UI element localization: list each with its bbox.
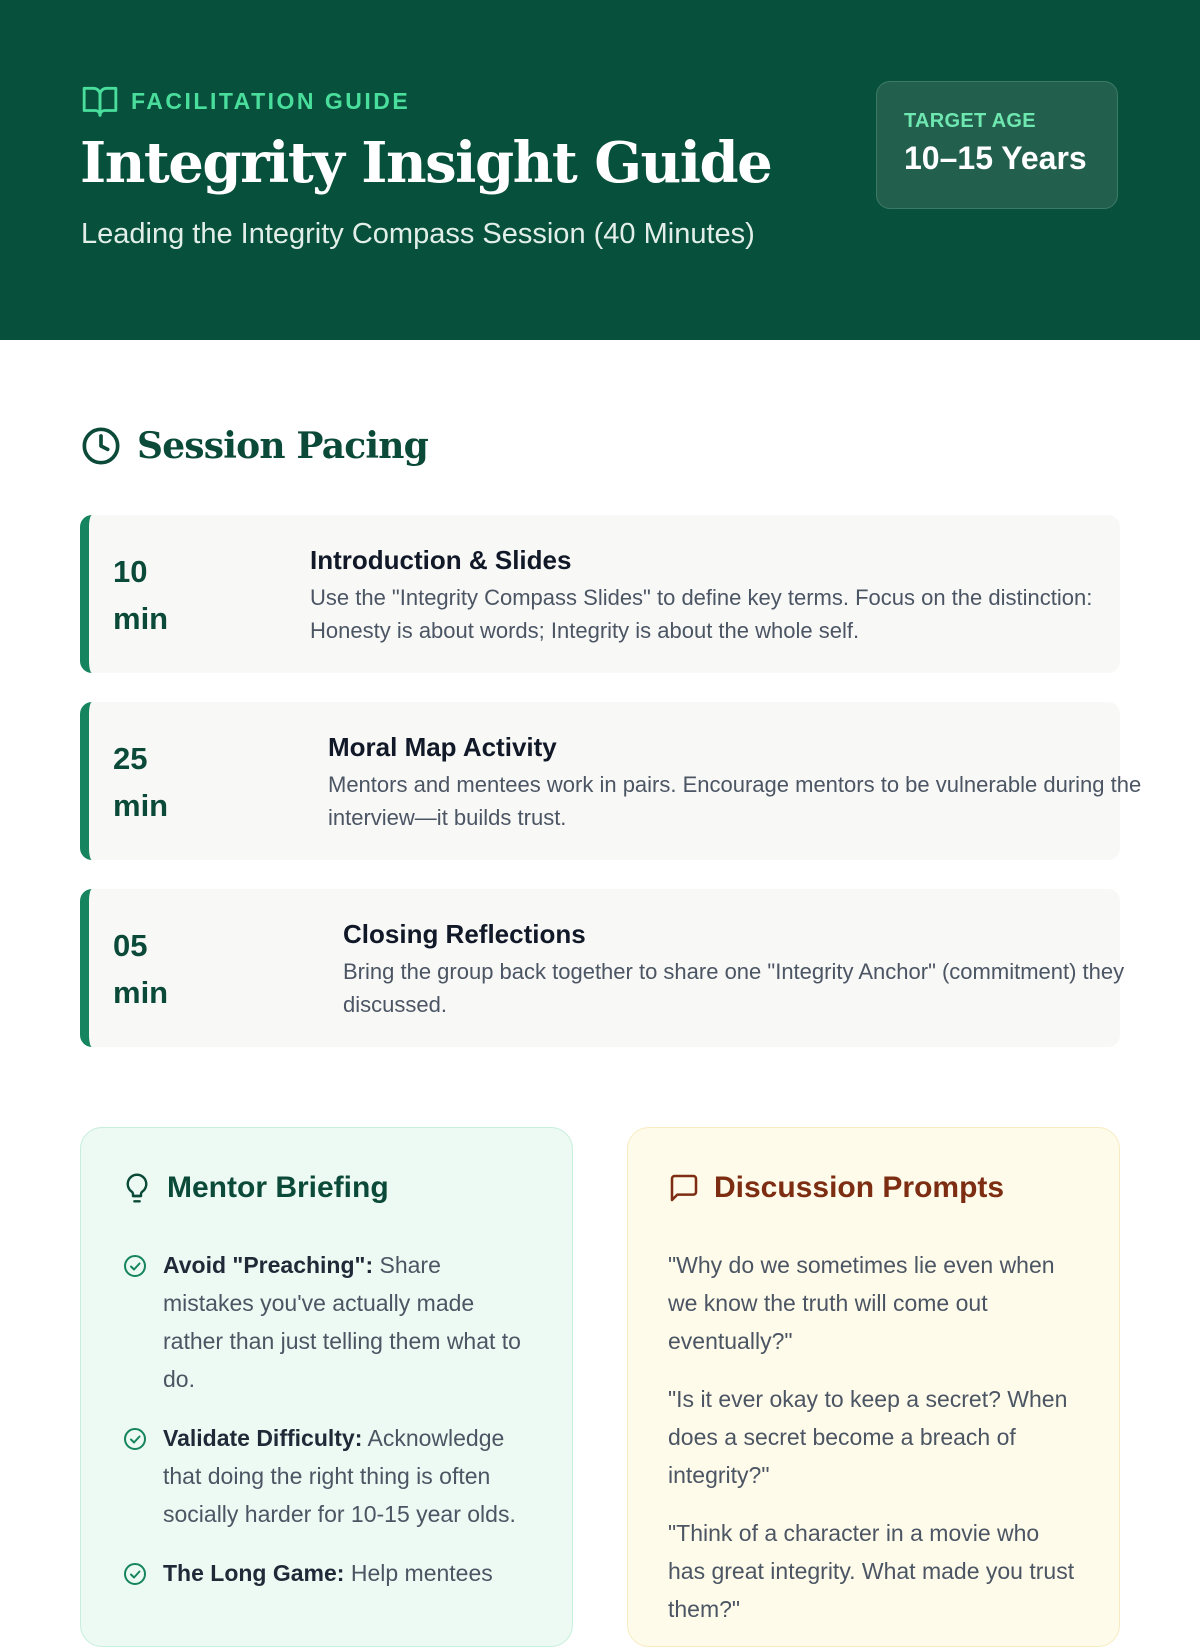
list-item-text: Help mentees (344, 1560, 493, 1586)
eyebrow (81, 82, 410, 120)
pacing-duration (113, 548, 213, 642)
pacing-minutes: 10 (113, 554, 148, 589)
target-age-label: TARGET AGE (904, 110, 1036, 132)
mentor-briefing-heading (121, 1171, 389, 1205)
discussion-prompts-card (627, 1127, 1120, 1647)
pacing-item (80, 889, 1125, 1047)
pacing-minutes: 05 (113, 928, 148, 963)
section-title: Session Pacing (137, 425, 429, 467)
list-item (123, 1554, 533, 1592)
pacing-description: Bring the group back together to share one "Integrity Anchor" (commitment) they discussed. (343, 959, 1125, 1017)
card-title: Mentor Briefing (167, 1171, 389, 1204)
pacing-item (80, 702, 1142, 860)
book-open-icon (81, 82, 119, 120)
clock-icon (81, 426, 121, 466)
list-item-text: Acknowledge that doing the right thing is often socially harder for 10-15 year olds. (163, 1425, 516, 1527)
pacing-unit: min (113, 601, 169, 636)
check-circle-icon (123, 1254, 147, 1278)
eyebrow-label: FACILITATION GUIDE (131, 87, 411, 114)
check-circle-icon (123, 1562, 147, 1586)
pacing-description: Mentors and mentees work in pairs. Encourage mentors to be vulnerable during the interview—it builds trust. (328, 772, 1142, 830)
pacing-title: Moral Map Activity (328, 732, 557, 762)
pacing-title: Introduction & Slides (310, 545, 572, 575)
page-title: Integrity Insight Guide (80, 130, 772, 196)
target-age-value: 10–15 Years (904, 140, 1087, 176)
page-subtitle: Leading the Integrity Compass Session (40 Minutes) (81, 218, 755, 250)
mentor-briefing-list (123, 1246, 533, 1613)
list-item-text: Share mistakes you've actually made rather than just telling them what to do. (163, 1252, 521, 1392)
discussion-prompt: "Why do we sometimes lie even when we know the truth will come out eventually?" (668, 1252, 1055, 1354)
list-item-lead: Validate Difficulty: (163, 1425, 363, 1451)
pacing-unit: min (113, 788, 169, 823)
list-item-lead: The Long Game: (163, 1560, 345, 1586)
check-circle-icon (123, 1427, 147, 1451)
discussion-prompt: "Think of a character in a movie who has great integrity. What made you trust them?" (668, 1520, 1075, 1622)
card-title: Discussion Prompts (714, 1171, 1005, 1204)
pacing-unit: min (113, 975, 169, 1010)
pacing-title: Closing Reflections (343, 919, 586, 949)
list-item (123, 1419, 533, 1533)
list-item (123, 1246, 533, 1398)
discussion-prompt: "Is it ever okay to keep a secret? When does a secret become a breach of integrity?" (668, 1386, 1068, 1488)
discussion-prompts-list (668, 1246, 1078, 1648)
header-banner (0, 0, 1200, 340)
pacing-minutes: 25 (113, 741, 148, 776)
target-age-card (876, 81, 1118, 209)
list-item-lead: Avoid "Preaching": (163, 1252, 374, 1278)
discussion-prompts-heading (668, 1171, 1004, 1205)
session-pacing-heading (81, 425, 428, 467)
pacing-duration (113, 735, 213, 829)
pacing-duration (113, 922, 213, 1016)
message-square-icon (668, 1172, 700, 1204)
mentor-briefing-card (80, 1127, 573, 1647)
pacing-description: Use the "Integrity Compass Slides" to define key terms. Focus on the distinction: Honesty is about words; Integrity is about the whole self. (310, 585, 1093, 643)
lightbulb-icon (121, 1172, 153, 1204)
pacing-item (80, 515, 1120, 673)
